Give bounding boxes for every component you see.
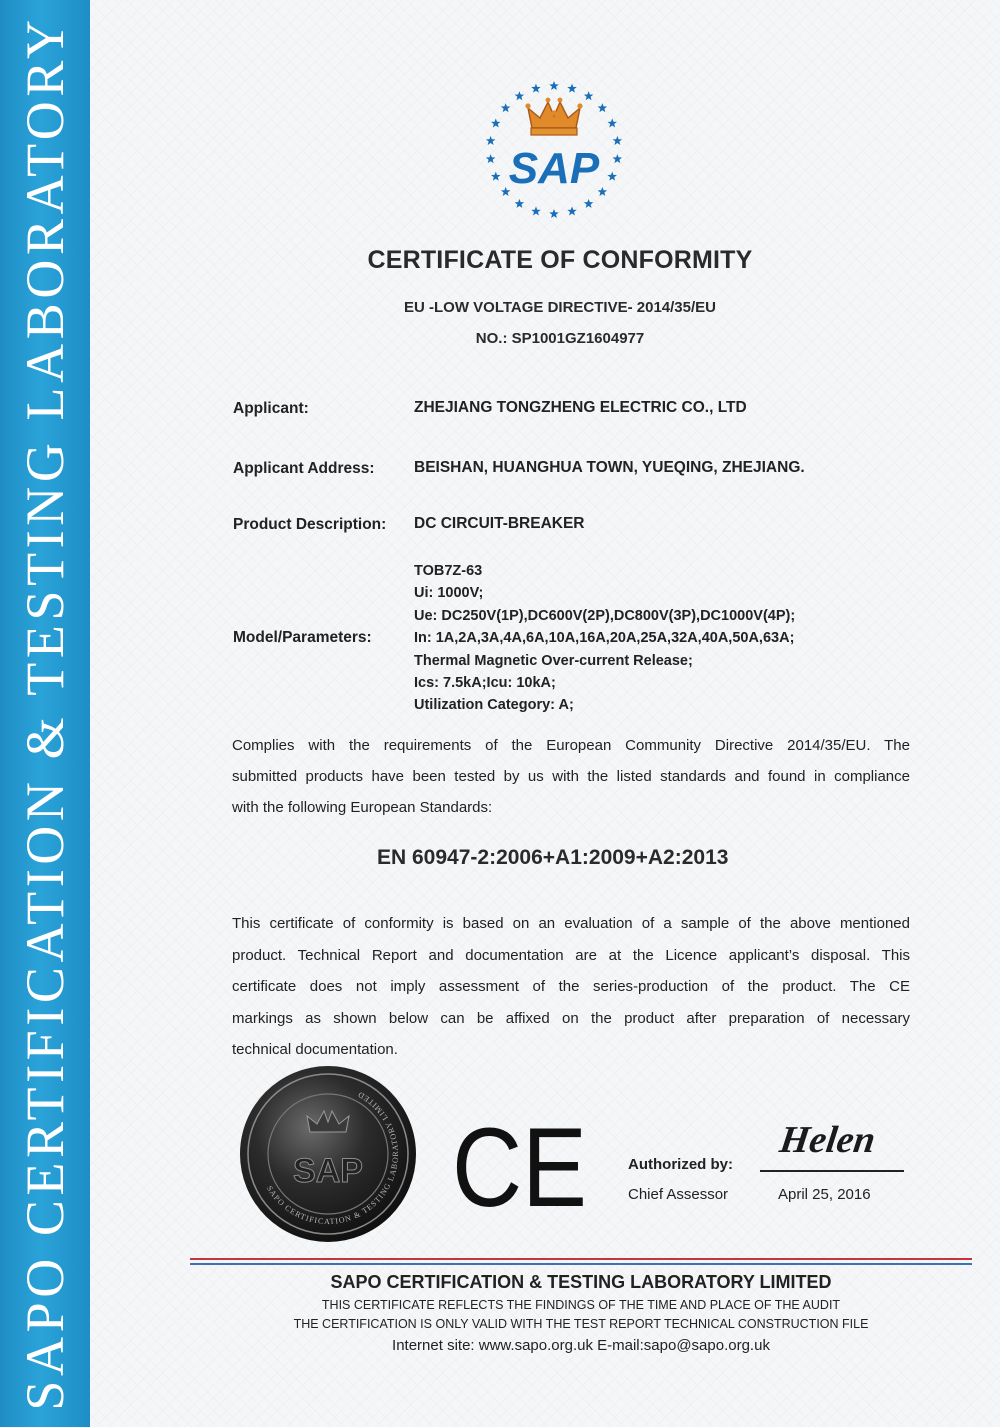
evaluation-line: certificate does not imply assessment of the series-production of the product. The CE bbox=[232, 978, 910, 995]
seal-center-text: SAP bbox=[293, 1152, 363, 1190]
ce-mark bbox=[452, 1105, 587, 1230]
star-icon bbox=[584, 91, 594, 100]
star-icon bbox=[567, 84, 577, 93]
directive-line: EU -LOW VOLTAGE DIRECTIVE- 2014/35/EU bbox=[404, 299, 716, 316]
star-icon bbox=[567, 206, 577, 215]
logo-text: SAP bbox=[508, 144, 600, 193]
side-band-text: SAPO CERTIFICATION & TESTING LABORATORY bbox=[15, 15, 75, 1411]
evaluation-line: technical documentation. bbox=[232, 1041, 398, 1058]
footer-company: SAPO CERTIFICATION & TESTING LABORATORY LIMITED bbox=[330, 1272, 832, 1292]
applicant-label: Applicant: bbox=[233, 400, 309, 417]
parameter-line: Ics: 7.5kA;Icu: 10kA; bbox=[414, 674, 556, 691]
parameter-line: Utilization Category: A; bbox=[414, 697, 574, 714]
signature-line bbox=[760, 1170, 904, 1172]
standard-reference: EN 60947-2:2006+A1:2009+A2:2013 bbox=[377, 846, 729, 869]
evaluation-line: markings as shown below can be affixed on the product after preparation of necessary bbox=[232, 1009, 910, 1027]
parameter-line: Ue: DC250V(1P),DC600V(2P),DC800V(3P),DC1000V(4P); bbox=[414, 607, 796, 624]
parameter-line: Thermal Magnetic Over-current Release; bbox=[414, 652, 693, 669]
star-icon bbox=[549, 209, 559, 218]
star-icon bbox=[486, 136, 496, 145]
ce-mark-text: CE bbox=[452, 1105, 587, 1230]
star-icon bbox=[613, 154, 623, 163]
star-icon bbox=[584, 199, 594, 208]
star-icon bbox=[598, 103, 608, 112]
side-band bbox=[0, 0, 90, 1427]
address-value: BEISHAN, HUANGHUA TOWN, YUEQING, ZHEJIANG. bbox=[414, 459, 805, 476]
certificate-title: CERTIFICATE OF CONFORMITY bbox=[367, 246, 753, 274]
authorized-by-label: Authorized by: bbox=[628, 1156, 733, 1173]
footer-rule-blue bbox=[190, 1263, 972, 1265]
star-icon bbox=[486, 154, 496, 163]
model-label: Model/Parameters: bbox=[233, 629, 372, 646]
star-icon bbox=[549, 81, 559, 90]
product-value: DC CIRCUIT-BREAKER bbox=[414, 515, 585, 532]
parameter-line: In: 1A,2A,3A,4A,6A,10A,16A,20A,25A,32A,40A,50A,63A; bbox=[414, 630, 795, 647]
sap-logo bbox=[474, 78, 634, 223]
footer-contact: Internet site: www.sapo.org.uk E-mail:sapo@sapo.org.uk bbox=[392, 1337, 770, 1354]
star-icon bbox=[607, 118, 617, 127]
product-label: Product Description: bbox=[233, 516, 387, 533]
compliance-paragraph bbox=[232, 730, 910, 823]
evaluation-line: product. Technical Report and documentation are at the Licence applicant’s disposal. This bbox=[232, 946, 910, 964]
parameter-line: Ui: 1000V; bbox=[414, 585, 484, 602]
star-icon bbox=[531, 206, 541, 215]
signature: Helen bbox=[777, 1119, 878, 1161]
evaluation-line: This certificate of conformity is based on an evaluation of a sample of the above mentioned bbox=[232, 915, 910, 932]
footer-rule-red bbox=[190, 1258, 972, 1260]
footer-note-2: THE CERTIFICATION IS ONLY VALID WITH THE TEST REPORT TECHNICAL CONSTRUCTION FILE bbox=[293, 1317, 869, 1331]
star-icon bbox=[607, 172, 617, 181]
crown-icon bbox=[525, 98, 582, 135]
compliance-line: with the following European Standards: bbox=[232, 799, 493, 816]
star-icon bbox=[613, 136, 623, 145]
compliance-line: submitted products have been tested by us with the listed standards and found in compliance bbox=[232, 768, 910, 785]
evaluation-paragraph bbox=[232, 908, 910, 1066]
star-icon bbox=[491, 118, 501, 127]
seal-text: SAPO CERTIFICATION & TESTING LABORATORY LIMITED bbox=[264, 1089, 401, 1227]
assessor-role: Chief Assessor bbox=[628, 1186, 729, 1203]
star-icon bbox=[531, 84, 541, 93]
parameters-list bbox=[414, 560, 795, 717]
star-icon bbox=[515, 199, 525, 208]
address-label: Applicant Address: bbox=[233, 460, 375, 477]
star-icon bbox=[501, 103, 511, 112]
certificate-number: NO.: SP1001GZ1604977 bbox=[475, 330, 645, 347]
issue-date: April 25, 2016 bbox=[778, 1186, 871, 1203]
parameter-line: TOB7Z-63 bbox=[414, 563, 483, 579]
compliance-line: Complies with the requirements of the European Community Directive 2014/35/EU. The bbox=[232, 737, 910, 754]
footer-note-1: THIS CERTIFICATE REFLECTS THE FINDINGS OF THE TIME AND PLACE OF THE AUDIT bbox=[321, 1298, 841, 1312]
star-icon bbox=[491, 172, 501, 181]
star-icon bbox=[515, 91, 525, 100]
applicant-value: ZHEJIANG TONGZHENG ELECTRIC CO., LTD bbox=[414, 399, 747, 416]
laboratory-seal bbox=[238, 1064, 418, 1244]
